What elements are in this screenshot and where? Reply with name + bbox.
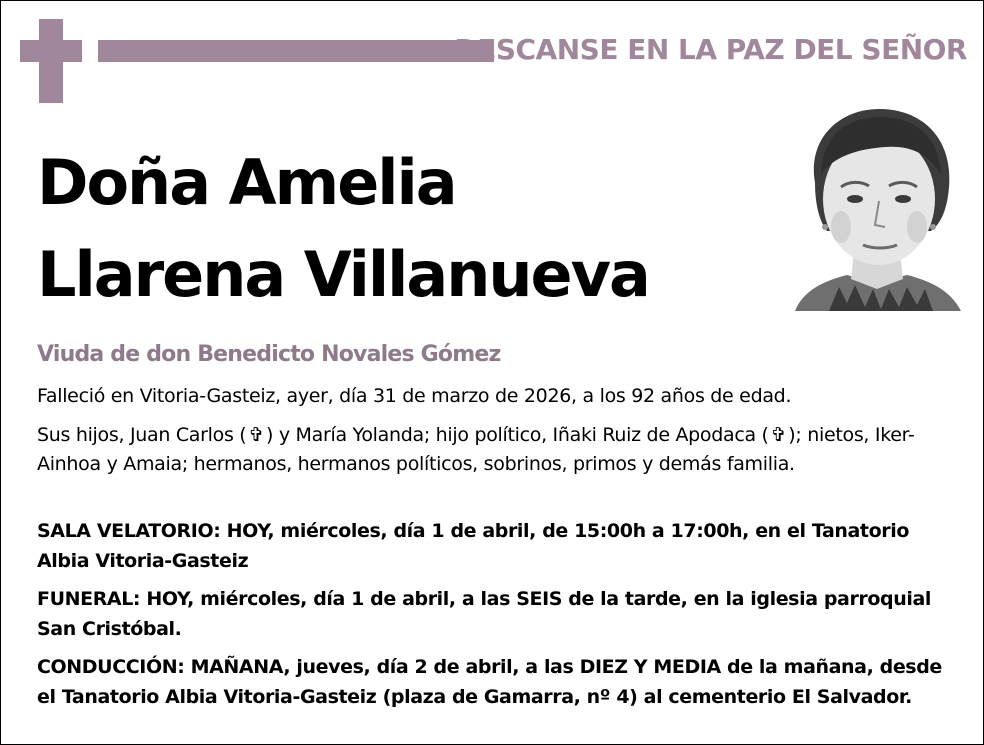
family-text-part1: Sus hijos, Juan Carlos ( [37,424,247,446]
family-list [37,421,957,479]
widow-of-line: Viuda de don Benedicto Novales Gómez [37,342,501,367]
deceased-name [37,137,649,321]
header-title: DESCANSE EN LA PAZ DEL SEÑOR [454,33,967,66]
death-announcement: Falleció en Vitoria-Gasteiz, ayer, día 31 de marzo de 2026, a los 92 años de edad. [37,385,792,407]
header-divider [98,40,494,62]
portrait-photo [789,103,965,311]
procession-details: CONDUCCIÓN: MAÑANA, jueves, día 2 de abril, a las DIEZ Y MEDIA de la mañana, desde el Tanatorio Albia Vitoria-Gasteiz (plaza de Gamarra, nº 4) al cementerio El Salvador. [37,656,942,708]
funeral-details: FUNERAL: HOY, miércoles, día 1 de abril, a las SEIS de la tarde, en la iglesia parroquial San Cristóbal. [37,588,932,640]
family-text-part3: ); nietos, Iker-Ainhoa y Amaia; hermanos, hermanos políticos, sobrinos, primos y demás familia. [37,424,915,475]
cross-horizontal-bar [20,40,82,62]
deceased-cross-icon: ✞ [770,424,787,446]
deceased-cross-icon: ✞ [248,424,265,446]
deceased-name-line1: Doña Amelia [37,146,456,219]
family-text-part2: ) y María Yolanda; hijo político, Iñaki Ruiz de Apodaca ( [266,424,769,446]
deceased-name-line2: Llarena Villanueva [37,238,649,311]
wake-details: SALA VELATORIO: HOY, miércoles, día 1 de abril, de 15:00h a 17:00h, en el Tanatorio Albia Vitoria-Gasteiz [37,520,909,572]
